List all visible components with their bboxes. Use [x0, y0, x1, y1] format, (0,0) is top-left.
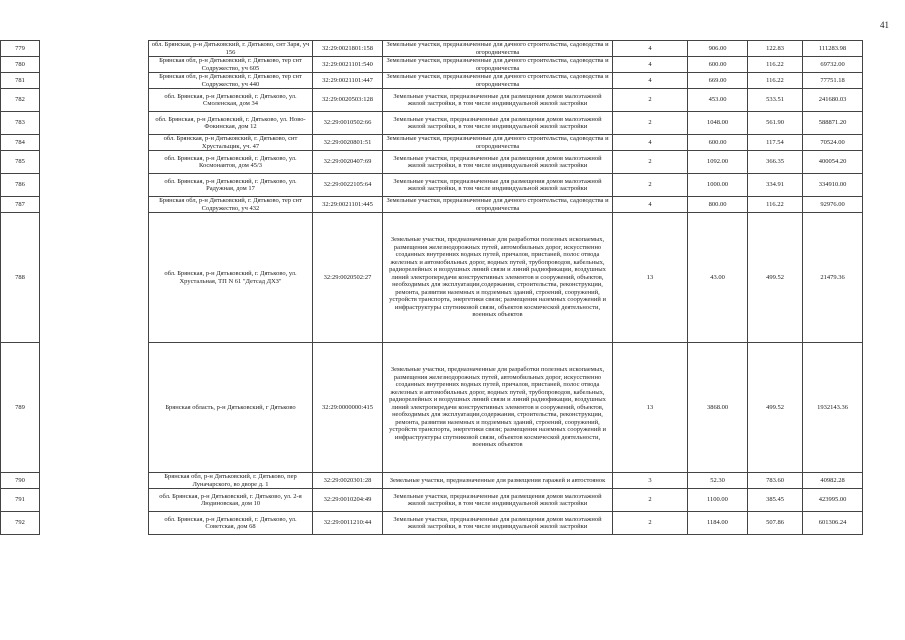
- cadastral-value-cell: 588871.20: [803, 112, 863, 135]
- blank-cell: [40, 151, 149, 174]
- area-cell: 600.00: [688, 135, 748, 151]
- use-group-cell: 4: [613, 197, 688, 213]
- use-group-cell: 13: [613, 343, 688, 473]
- table-row: [1, 112, 863, 135]
- use-group-cell: 13: [613, 213, 688, 343]
- blank-cell: [40, 135, 149, 151]
- area-cell: 669.00: [688, 73, 748, 89]
- cadastral-value-cell: 92976.00: [803, 197, 863, 213]
- cadastral-value-cell: 40982.28: [803, 473, 863, 489]
- cadastral-number-cell: 32:29:0020407:69: [313, 151, 383, 174]
- blank-cell: [40, 174, 149, 197]
- cadastral-rate-cell: 116.22: [748, 57, 803, 73]
- land-use-cell: Земельные участки, предназначенные для размещения гаражей и автостоянок: [383, 473, 613, 489]
- address-cell: Брянская обл, р-н Дятьковский, г. Дятьково, пер Луначарского, во дворе д. 1: [149, 473, 313, 489]
- area-cell: 800.00: [688, 197, 748, 213]
- cadastral-number-cell: 32:29:0020801:51: [313, 135, 383, 151]
- table-row: [1, 174, 863, 197]
- table-row: [1, 512, 863, 535]
- cadastral-number-cell: 32:29:0010204:49: [313, 489, 383, 512]
- use-group-cell: 4: [613, 41, 688, 57]
- cadastral-rate-cell: 116.22: [748, 73, 803, 89]
- cadastral-number-cell: 32:29:0021801:158: [313, 41, 383, 57]
- address-cell: обл. Брянская, р-н Дятьковский, г. Дятьково, снт Заря, уч 156: [149, 41, 313, 57]
- cadastral-number-cell: 32:29:0021101:540: [313, 57, 383, 73]
- land-use-cell: Земельные участки, предназначенные для размещения домов малоэтажной жилой застройки, в том числе индивидуальной жилой застройки: [383, 112, 613, 135]
- cadastral-rate-cell: 507.86: [748, 512, 803, 535]
- table-row: [1, 41, 863, 57]
- row-number-cell: 779: [1, 41, 40, 57]
- cadastral-rate-cell: 499.52: [748, 343, 803, 473]
- use-group-cell: 2: [613, 89, 688, 112]
- table-row: [1, 73, 863, 89]
- address-cell: Брянская область, р-н Дятьковский, г Дятьково: [149, 343, 313, 473]
- blank-cell: [40, 89, 149, 112]
- land-use-cell: Земельные участки, предназначенные для разработки полезных ископаемых, размещения железнодорожных путей, автомобильных дорог, искусственно созданных внутренних водных путей, причалов, пристаней, полос отвода железных и автомобильных дорог, водных путей, трубопроводов, кабельных, радиорелейных и воздушных линий связи и линий радиофикации, воздушных линий электропередачи конструктивных элементов и сооружений, объектов, необходимых для эксплуатации,содержания, строительства, реконструкции, ремонта, развития наземных и подземных зданий, строений, сооружений, устройств транспорта, энергетики связи; размещения наземных сооружений и инфраструктуры спутниковой связи, объектов космической деятельности, военных объектов: [383, 213, 613, 343]
- row-number-cell: 790: [1, 473, 40, 489]
- area-cell: 906.00: [688, 41, 748, 57]
- row-number-cell: 782: [1, 89, 40, 112]
- cadastral-rate-cell: 122.83: [748, 41, 803, 57]
- table-row: [1, 57, 863, 73]
- use-group-cell: 4: [613, 57, 688, 73]
- blank-cell: [40, 213, 149, 343]
- cadastral-number-cell: 32:29:0020503:128: [313, 89, 383, 112]
- area-cell: 1048.00: [688, 112, 748, 135]
- cadastral-rate-cell: 499.52: [748, 213, 803, 343]
- cadastral-value-cell: 241680.03: [803, 89, 863, 112]
- address-cell: обл. Брянская, р-н Дятьковский, г. Дятьково, ул. Радужная, дом 17: [149, 174, 313, 197]
- table-row: [1, 343, 863, 473]
- cadastral-value-cell: 21479.36: [803, 213, 863, 343]
- land-use-cell: Земельные участки, предназначенные для размещения домов малоэтажной жилой застройки, в том числе индивидуальной жилой застройки: [383, 174, 613, 197]
- row-number-cell: 780: [1, 57, 40, 73]
- address-cell: Брянская обл, р-н Дятьковский, г. Дятьково, тер снт Содружество, уч 605: [149, 57, 313, 73]
- cadastral-number-cell: 32:29:0011210:44: [313, 512, 383, 535]
- table-row: [1, 151, 863, 174]
- land-use-cell: Земельные участки, предназначенные для дачного строительства, садоводства и огородничества: [383, 197, 613, 213]
- cadastral-value-cell: 70524.00: [803, 135, 863, 151]
- blank-cell: [40, 343, 149, 473]
- cadastral-number-cell: 32:29:0021101:447: [313, 73, 383, 89]
- use-group-cell: 2: [613, 489, 688, 512]
- address-cell: Брянская обл, р-н Дятьковский, г. Дятьково, тер снт Содружество, уч 440: [149, 73, 313, 89]
- cadastral-rate-cell: 334.91: [748, 174, 803, 197]
- area-cell: 1184.00: [688, 512, 748, 535]
- use-group-cell: 4: [613, 135, 688, 151]
- blank-cell: [40, 512, 149, 535]
- row-number-cell: 791: [1, 489, 40, 512]
- row-number-cell: 784: [1, 135, 40, 151]
- row-number-cell: 792: [1, 512, 40, 535]
- address-cell: обл. Брянская, р-н Дятьковский, г. Дятьково, ул. Ново-Фокинская, дом 12: [149, 112, 313, 135]
- cadastral-number-cell: 32:29:0021101:445: [313, 197, 383, 213]
- blank-cell: [40, 473, 149, 489]
- cadastral-value-cell: 1932143.36: [803, 343, 863, 473]
- table-row: [1, 489, 863, 512]
- blank-cell: [40, 41, 149, 57]
- use-group-cell: 2: [613, 512, 688, 535]
- row-number-cell: 789: [1, 343, 40, 473]
- cadastral-rate-cell: 385.45: [748, 489, 803, 512]
- cadastral-rate-cell: 117.54: [748, 135, 803, 151]
- use-group-cell: 2: [613, 174, 688, 197]
- address-cell: обл. Брянская, р-н Дятьковский, г. Дятьково, ул. Хрустальная, ТП N 61 "Детсад ДХЗ": [149, 213, 313, 343]
- area-cell: 3868.00: [688, 343, 748, 473]
- cadastral-value-cell: 69732.00: [803, 57, 863, 73]
- blank-cell: [40, 57, 149, 73]
- table-row: [1, 135, 863, 151]
- row-number-cell: 786: [1, 174, 40, 197]
- address-cell: обл. Брянская, р-н Дятьковский, г. Дятьково, снт Хрустальщик, уч. 47: [149, 135, 313, 151]
- land-use-cell: Земельные участки, предназначенные для размещения домов малоэтажной жилой застройки, в том числе индивидуальной жилой застройки: [383, 512, 613, 535]
- page-number: 41: [880, 20, 889, 30]
- cadastral-value-cell: 400054.20: [803, 151, 863, 174]
- table-row: [1, 197, 863, 213]
- table-row: [1, 473, 863, 489]
- row-number-cell: 787: [1, 197, 40, 213]
- cadastral-rate-cell: 783.60: [748, 473, 803, 489]
- cadastral-value-cell: 601306.24: [803, 512, 863, 535]
- cadastral-rate-cell: 366.35: [748, 151, 803, 174]
- cadastral-number-cell: 32:29:0022105:64: [313, 174, 383, 197]
- area-cell: 1100.00: [688, 489, 748, 512]
- address-cell: обл. Брянская, р-н Дятьковский, г. Дятьково, ул. Советская, дом 68: [149, 512, 313, 535]
- cadastral-rate-cell: 561.90: [748, 112, 803, 135]
- area-cell: 1092.00: [688, 151, 748, 174]
- cadastral-number-cell: 32:29:0000000:415: [313, 343, 383, 473]
- address-cell: обл. Брянская, р-н Дятьковский, г. Дятьково, ул. Космонавтов, дом 45/3: [149, 151, 313, 174]
- blank-cell: [40, 489, 149, 512]
- address-cell: обл. Брянская, р-н Дятьковский, г. Дятьково, ул. 2-я Людиновская, дом 10: [149, 489, 313, 512]
- registry-table: [0, 40, 863, 535]
- address-cell: Брянская обл, р-н Дятьковский, г. Дятьково, тер снт Содружество, уч 432: [149, 197, 313, 213]
- row-number-cell: 785: [1, 151, 40, 174]
- use-group-cell: 2: [613, 112, 688, 135]
- use-group-cell: 3: [613, 473, 688, 489]
- blank-cell: [40, 197, 149, 213]
- cadastral-value-cell: 334910.00: [803, 174, 863, 197]
- land-use-cell: Земельные участки, предназначенные для дачного строительства, садоводства и огородничества: [383, 135, 613, 151]
- address-cell: обл. Брянская, р-н Дятьковский, г. Дятьково, ул. Смоленская, дом 34: [149, 89, 313, 112]
- cadastral-number-cell: 32:29:0010502:66: [313, 112, 383, 135]
- cadastral-rate-cell: 533.51: [748, 89, 803, 112]
- row-number-cell: 788: [1, 213, 40, 343]
- land-use-cell: Земельные участки, предназначенные для дачного строительства, садоводства и огородничества: [383, 57, 613, 73]
- area-cell: 1000.00: [688, 174, 748, 197]
- area-cell: 52.30: [688, 473, 748, 489]
- land-use-cell: Земельные участки, предназначенные для размещения домов малоэтажной жилой застройки, в том числе индивидуальной жилой застройки: [383, 151, 613, 174]
- area-cell: 600.00: [688, 57, 748, 73]
- blank-cell: [40, 73, 149, 89]
- use-group-cell: 2: [613, 151, 688, 174]
- use-group-cell: 4: [613, 73, 688, 89]
- land-use-cell: Земельные участки, предназначенные для разработки полезных ископаемых, размещения железнодорожных путей, автомобильных дорог, искусственно созданных внутренних водных путей, причалов, пристаней, полос отвода железных и автомобильных дорог, водных путей, трубопроводов, кабельных, радиорелейных и воздушных линий связи и линий радиофикации, воздушных линий электропередачи конструктивных элементов и сооружений, объектов, необходимых для эксплуатации,содержания, строительства, реконструкции, ремонта, развития наземных и подземных зданий, строений, сооружений, устройств транспорта, энергетики связи; размещения наземных сооружений и инфраструктуры спутниковой связи, объектов космической деятельности, военных объектов: [383, 343, 613, 473]
- cadastral-value-cell: 77751.18: [803, 73, 863, 89]
- table-row: [1, 213, 863, 343]
- table-row: [1, 89, 863, 112]
- area-cell: 43.00: [688, 213, 748, 343]
- cadastral-value-cell: 423995.00: [803, 489, 863, 512]
- cadastral-value-cell: 111283.98: [803, 41, 863, 57]
- area-cell: 453.00: [688, 89, 748, 112]
- land-use-cell: Земельные участки, предназначенные для размещения домов малоэтажной жилой застройки, в том числе индивидуальной жилой застройки: [383, 489, 613, 512]
- row-number-cell: 781: [1, 73, 40, 89]
- cadastral-rate-cell: 116.22: [748, 197, 803, 213]
- blank-cell: [40, 112, 149, 135]
- row-number-cell: 783: [1, 112, 40, 135]
- cadastral-number-cell: 32:29:0020301:28: [313, 473, 383, 489]
- land-use-cell: Земельные участки, предназначенные для дачного строительства, садоводства и огородничества: [383, 41, 613, 57]
- cadastral-number-cell: 32:29:0020502:27: [313, 213, 383, 343]
- land-use-cell: Земельные участки, предназначенные для дачного строительства, садоводства и огородничества: [383, 73, 613, 89]
- land-use-cell: Земельные участки, предназначенные для размещения домов малоэтажной жилой застройки, в том числе индивидуальной жилой застройки: [383, 89, 613, 112]
